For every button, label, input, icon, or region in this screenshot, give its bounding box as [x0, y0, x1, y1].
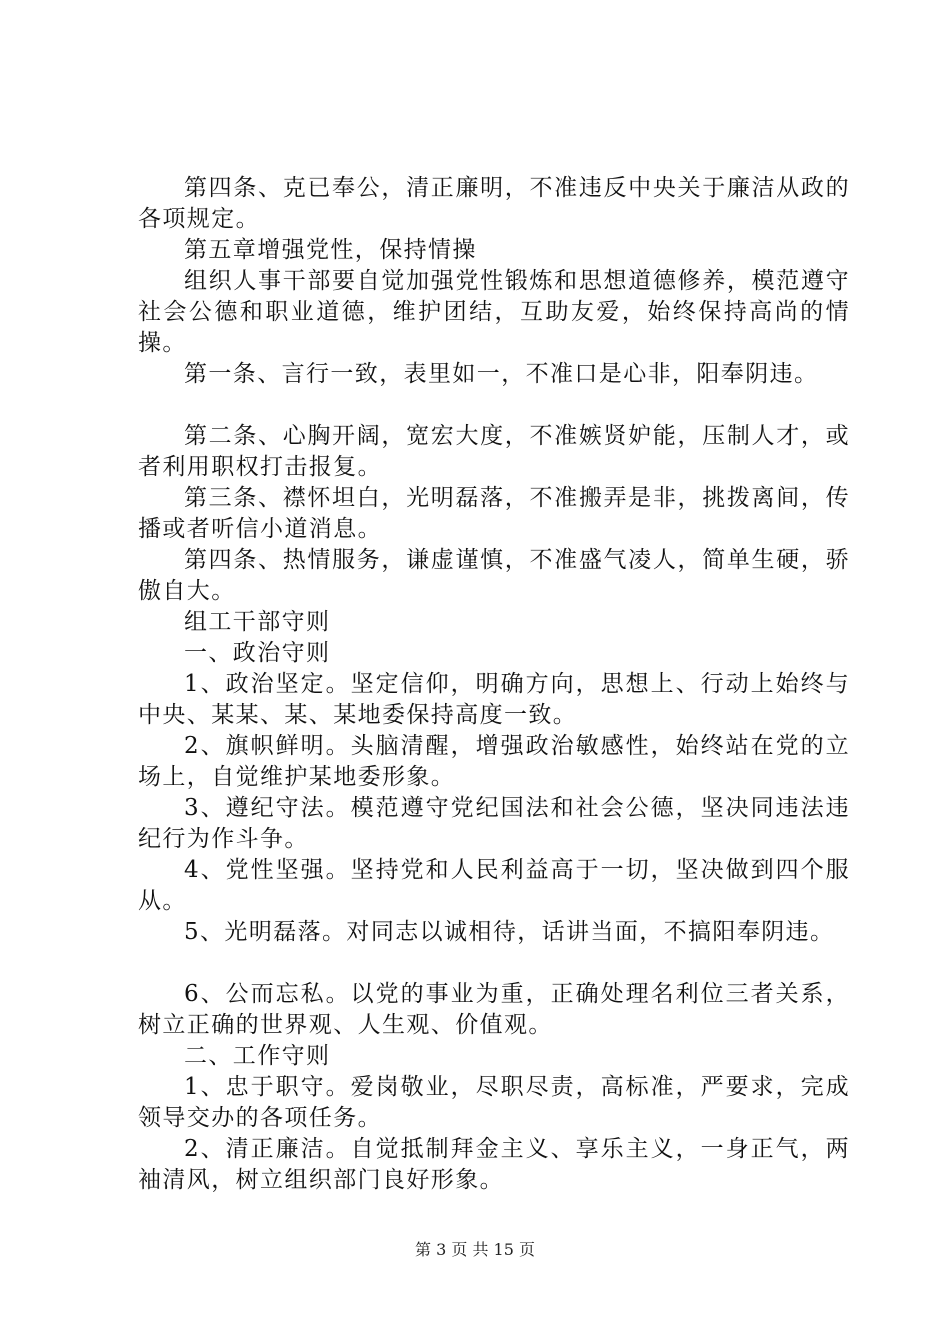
paragraph: 第四条、克已奉公，清正廉明，不准违反中央关于廉洁从政的各项规定。: [138, 175, 850, 232]
list-item: 6、公而忘私。以党的事业为重，正确处理名利位三者关系，树立正确的世界观、人生观、价值观。: [138, 981, 850, 1038]
paragraph: 第二条、心胸开阔，宽宏大度，不准嫉贤妒能，压制人才，或者利用职权打击报复。: [138, 423, 850, 480]
list-item: 2、清正廉洁。自觉抵制拜金主义、享乐主义，一身正气，两袖清风，树立组织部门良好形象。: [138, 1136, 850, 1193]
paragraph: 第三条、襟怀坦白，光明磊落，不准搬弄是非，挑拨离间，传播或者听信小道消息。: [138, 485, 850, 542]
paragraph: 组织人事干部要自觉加强党性锻炼和思想道德修养，模范遵守社会公德和职业道德，维护团结，互助友爱，始终保持高尚的情操。: [138, 268, 850, 356]
subsection-heading: 一、政治守则: [184, 640, 331, 666]
list-item: 1、政治坚定。坚定信仰，明确方向，思想上、行动上始终与中央、某某、某、某地委保持高度一致。: [138, 671, 850, 728]
chapter-heading: 第五章增强党性，保持情操: [184, 237, 477, 263]
list-item: 3、遵纪守法。模范遵守党纪国法和社会公德，坚决同违法违纪行为作斗争。: [138, 795, 850, 852]
document-body: [138, 173, 850, 1196]
list-item: 2、旗帜鲜明。头脑清醒，增强政治敏感性，始终站在党的立场上，自觉维护某地委形象。: [138, 733, 850, 790]
page-number-footer: 第 3 页 共 15 页: [415, 1240, 535, 1259]
list-item: 5、光明磊落。对同志以诚相待，话讲当面，不搞阳奉阴违。: [184, 919, 835, 945]
paragraph: 第一条、言行一致，表里如一，不准口是心非，阳奉阴违。: [184, 361, 819, 387]
section-heading: 组工干部守则: [184, 609, 331, 635]
subsection-heading: 二、工作守则: [184, 1043, 331, 1069]
paragraph: 第四条、热情服务，谦虚谨慎，不准盛气凌人，简单生硬，骄傲自大。: [138, 547, 850, 604]
list-item: 1、忠于职守。爱岗敬业，尽职尽责，高标准，严要求，完成领导交办的各项任务。: [138, 1074, 850, 1131]
list-item: 4、党性坚强。坚持党和人民利益高于一切，坚决做到四个服从。: [138, 857, 850, 914]
